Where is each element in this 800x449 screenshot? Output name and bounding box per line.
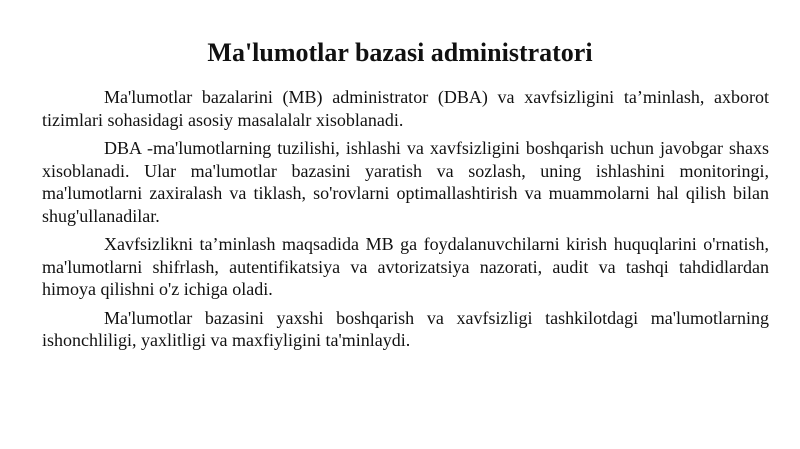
paragraph-dba-role: DBA -ma'lumotlarning tuzilishi, ishlashi va xavfsizligini boshqarish uchun javobgar shaxs xisoblanadi. Ular ma'lumotlar bazasini yaratish va sozlash, uning ishlashini monitoringi, ma'lumotlarni zaxiralash va tiklash, so'rovlarni optimallashtirish va muammolarni hal qilish bilan shug'ullanadilar. (42, 138, 769, 226)
slide-title: Ma'lumotlar bazasi administratori (207, 38, 593, 67)
paragraph-intro: Ma'lumotlar bazalarini (MB) administrator (DBA) va xavfsizligini ta’minlash, axborot tizimlari sohasidagi asosiy masalalalr xisoblanadi. (42, 87, 769, 130)
paragraph-conclusion: Ma'lumotlar bazasini yaxshi boshqarish va xavfsizligi tashkilotdagi ma'lumotlarning ishonchliligi, yaxlitligi va maxfiyligini ta'minlaydi. (42, 307, 769, 350)
paragraph-security: Xavfsizlikni ta’minlash maqsadida MB ga foydalanuvchilarni kirish huquqlarini o'rnatish, ma'lumotlarni shifrlash, autentifikatsiya va avtorizatsiya nazorati, audit va tashqi tahdidlardan himoya qilishni o'z ichiga oladi. (42, 234, 769, 299)
slide-body (42, 86, 769, 358)
